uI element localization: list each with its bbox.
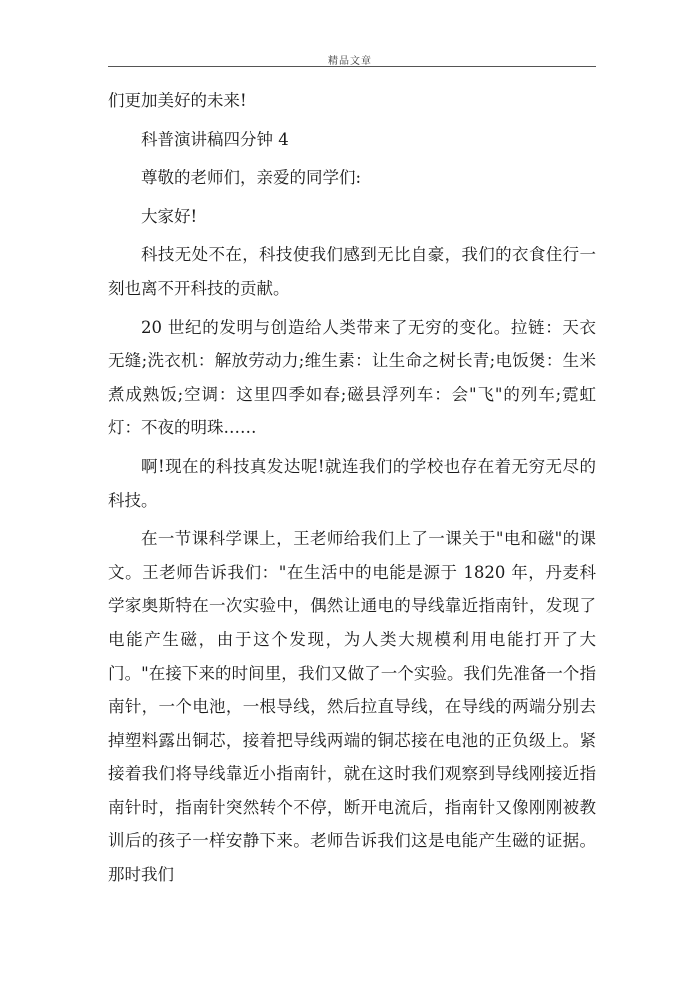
- header-divider: [108, 66, 596, 67]
- article-body: [108, 84, 596, 897]
- paragraph-intro: 科技无处不在，科技使我们感到无比自豪，我们的衣食住行一刻也离不开科技的贡献。: [108, 245, 596, 298]
- paragraph-inventions: 20 世纪的发明与创造给人类带来了无穷的变化。拉链：天衣无缝;洗衣机：解放劳动力;维生素：让生命之树长青;电饭煲：生米煮成熟饭;空调：这里四季如春;磁县浮列车：会"飞"的列车;霓虹灯：不夜的明珠……: [108, 317, 596, 438]
- paragraph-school-tech: 啊!现在的科技真发达呢!就连我们的学校也存在着无穷无尽的科技。: [108, 456, 596, 510]
- paragraph-continuation: 们更加美好的未来!: [108, 91, 247, 110]
- greeting-hello: 大家好!: [141, 206, 198, 226]
- speech-title: 科普演讲稿四分钟 4: [141, 129, 289, 149]
- page-header-title: 精品文章: [328, 56, 372, 67]
- paragraph-science-class: 在一节课科学课上，王老师给我们上了一课关于"电和磁"的课文。王老师告诉我们："在生活中的电能是源于 1820 年，丹麦科学家奥斯特在一次实验中，偶然让通电的导线靠近指南针，发现了电能产生磁，由于这个发现，为人类大规模利用电能打开了大门。"在接下来的时间里，我们又做了一个实验。我们先准备一个指南针，一个电池，一根导线，然后拉直导线，在导线的两端分别去掉塑料露出铜芯，接着把导线两端的铜芯接在电池的正负级上。紧接着我们将导线靠近小指南针，就在这时我们观察到导线刚接近指南针时，指南针突然转个不停，断开电流后，指南针又像刚刚被教训后的孩子一样安静下来。老师告诉我们这是电能产生磁的证据。那时我们: [108, 529, 596, 885]
- greeting-line: 尊敬的老师们，亲爱的同学们:: [141, 168, 362, 188]
